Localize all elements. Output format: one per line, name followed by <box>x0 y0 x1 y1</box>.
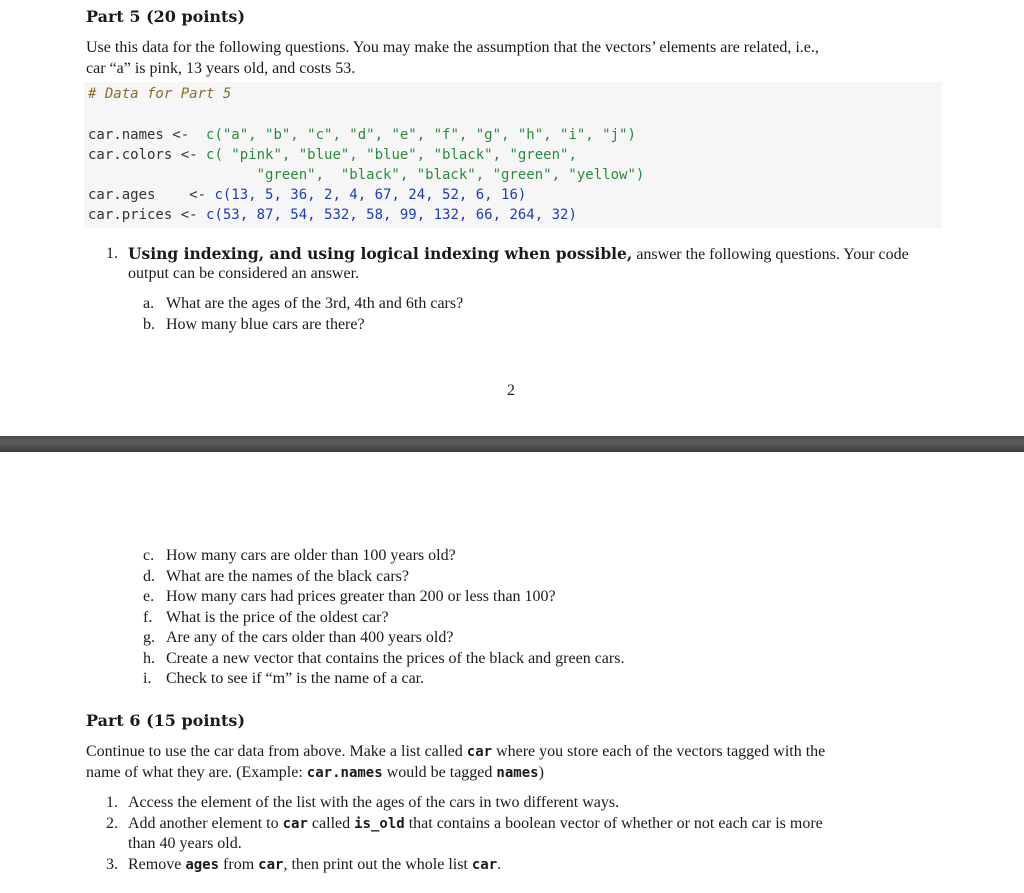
code-colors-rhs1: c( "pink", "blue", "blue", "black", "green", <box>206 147 577 163</box>
part6-item3-num: 3. <box>106 856 118 873</box>
part6-item3-text <box>128 855 501 875</box>
subq-f-label: f. <box>143 609 153 626</box>
part6-item2-post: that contains a boolean vector of whether or not each car is more <box>404 815 823 832</box>
q1-text <box>128 244 909 265</box>
part6-intro2-code2: names <box>496 765 539 781</box>
q1-line2: output can be considered an answer. <box>128 265 360 282</box>
q1-rest: answer the following questions. Your code <box>632 246 909 263</box>
part6-item3-code2: car <box>258 857 284 873</box>
part6-item2-num: 2. <box>106 815 118 832</box>
subq-i-label: i. <box>143 670 152 687</box>
part5-intro-line2: car “a” is pink, 13 years old, and costs 53. <box>86 60 356 77</box>
subq-b-text: How many blue cars are there? <box>166 316 365 333</box>
page-divider <box>0 436 1024 452</box>
part6-item2-mid: called <box>307 815 355 832</box>
code-line-names <box>88 125 636 145</box>
part6-item3-end: . <box>497 856 502 873</box>
part6-item2-pre: Add another element to <box>128 815 283 832</box>
subq-d-text: What are the names of the black cars? <box>166 568 409 585</box>
part6-intro2-code1: car.names <box>306 765 383 781</box>
subq-g-label: g. <box>143 629 155 646</box>
q1-bold: Using indexing, and using logical indexing when possible, <box>128 244 633 263</box>
part6-item2-code2: is_old <box>354 816 405 832</box>
subq-e-text: How many cars had prices greater than 200 or less than 100? <box>166 588 556 605</box>
part6-item3-code3: car <box>471 857 498 873</box>
subq-c-label: c. <box>143 547 155 564</box>
subq-h-text: Create a new vector that contains the prices of the black and green cars. <box>166 650 625 667</box>
subq-b-label: b. <box>143 316 155 333</box>
subq-h-label: h. <box>143 650 155 667</box>
part6-intro-a: Continue to use the car data from above. Make a list called <box>86 743 467 760</box>
part6-item1-text: Access the element of the list with the ages of the cars in two different ways. <box>128 794 620 811</box>
part6-item3-post: , then print out the whole list <box>283 856 472 873</box>
code-line-ages <box>88 185 526 205</box>
part6-intro2-a: name of what they are. (Example: <box>86 764 307 781</box>
part6-intro2-b: would be tagged <box>382 764 497 781</box>
code-line-colors-cont <box>88 165 644 185</box>
code-ages-rhs: c(13, 5, 36, 2, 4, 67, 24, 52, 6, 16) <box>214 187 527 203</box>
page-number: 2 <box>507 382 515 399</box>
part6-item3-code1: ages <box>185 857 220 873</box>
code-ages-lhs: car.ages <- <box>88 187 215 203</box>
subq-i-text: Check to see if “m” is the name of a car. <box>166 670 425 687</box>
subq-g-text: Are any of the cars older than 400 years old? <box>166 629 454 646</box>
part6-item1-num: 1. <box>106 794 118 811</box>
part5-intro-line1: Use this data for the following questions. You may make the assumption that the vectors’ elements are related, i.e., <box>86 39 819 56</box>
part6-title: Part 6 (15 points) <box>86 711 246 730</box>
code-line-prices <box>88 205 577 225</box>
part5-title: Part 5 (20 points) <box>86 7 246 26</box>
code-line-colors <box>88 145 577 165</box>
subq-a-text: What are the ages of the 3rd, 4th and 6th cars? <box>166 295 464 312</box>
subq-a-label: a. <box>143 295 155 312</box>
part6-intro-line2 <box>86 763 544 783</box>
code-prices-rhs: c(53, 87, 54, 532, 58, 99, 132, 66, 264, 32) <box>206 207 577 223</box>
part6-intro-line1 <box>86 742 825 762</box>
code-colors-rhs2: "green", "black", "black", "green", "yellow") <box>222 167 645 183</box>
code-colors-lhs: car.colors <- <box>88 147 207 163</box>
part6-item2-code1: car <box>282 816 308 832</box>
part6-item2-line2: than 40 years old. <box>128 835 242 852</box>
part6-item3-mid: from <box>219 856 259 873</box>
code-names-lhs: car.names <- <box>88 127 207 143</box>
part6-intro-b: where you store each of the vectors tagged with the <box>492 743 826 760</box>
code-comment: # Data for Part 5 <box>88 86 232 102</box>
code-prices-lhs: car.prices <- <box>88 207 207 223</box>
subq-d-label: d. <box>143 568 155 585</box>
part6-item2-text <box>128 814 823 834</box>
subq-f-text: What is the price of the oldest car? <box>166 609 389 626</box>
code-names-rhs: c("a", "b", "c", "d", "e", "f", "g", "h", "i", "j") <box>206 127 636 143</box>
part6-intro2-c: ) <box>538 764 544 781</box>
subq-e-label: e. <box>143 588 155 605</box>
subq-c-text: How many cars are older than 100 years old? <box>166 547 456 564</box>
q1-number: 1. <box>106 245 118 262</box>
part6-intro-code-car: car <box>466 744 493 760</box>
part6-item3-pre: Remove <box>128 856 186 873</box>
